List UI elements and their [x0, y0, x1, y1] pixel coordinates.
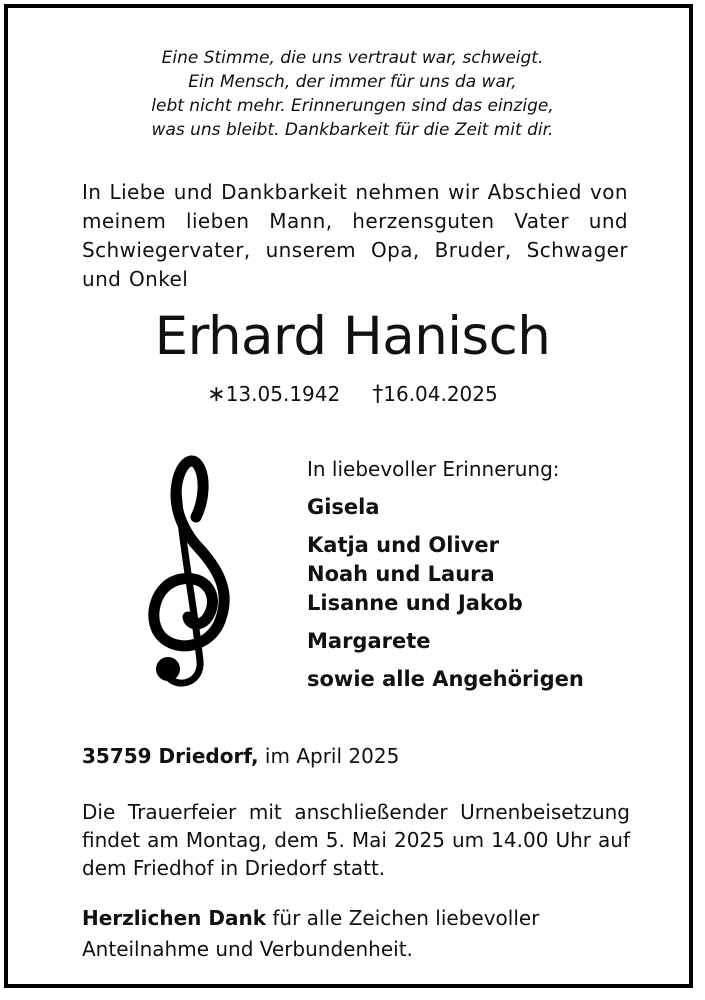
death-cross-icon: †	[372, 382, 384, 407]
family-member: sowie alle Angehörigen	[307, 667, 584, 691]
life-dates	[0, 380, 705, 409]
thanks-bold: Herzlichen Dank	[82, 906, 267, 930]
birth-date: 13.05.1942	[225, 382, 341, 406]
service-info: Die Trauerfeier mit anschließender Urnenbeisetzung findet am Montag, dem 5. Mai 2025 um 14.00 Uhr auf dem Friedhof in Driedorf statt.	[82, 800, 630, 880]
poem-line: lebt nicht mehr. Erinnerungen sind das einzige,	[151, 96, 554, 116]
family-member: Margarete	[307, 629, 431, 653]
poem-line: Ein Mensch, der immer für uns da war,	[188, 72, 517, 92]
poem-line: Eine Stimme, die uns vertraut war, schweigt.	[161, 48, 544, 68]
death-date: 16.04.2025	[383, 382, 498, 406]
family-member: Gisela	[307, 495, 380, 519]
family-lead: In liebevoller Erinnerung:	[307, 457, 560, 481]
poem-line: was uns bleibt. Dankbarkeit für die Zeit mit dir.	[151, 120, 554, 140]
family-member: Noah und Laura	[307, 562, 495, 586]
thanks-text	[82, 903, 642, 965]
family-list	[307, 455, 687, 694]
thanks-rest: für alle Zeichen liebevoller Anteilnahme und Verbundenheit.	[82, 906, 540, 961]
deceased-name: Erhard Hanisch	[154, 306, 551, 367]
family-member: Lisanne und Jakob	[307, 591, 523, 615]
place-month: im April 2025	[264, 744, 400, 768]
treble-clef-icon	[138, 455, 230, 690]
birth-star-icon: ∗	[207, 382, 226, 407]
poem	[40, 46, 665, 142]
intro-text: In Liebe und Dankbarkeit nehmen wir Abschied von meinem lieben Mann, herzensguten Vater und Schwiegervater, unserem Opa, Bruder, Schwager und Onkel	[82, 180, 628, 291]
place-location: 35759 Driedorf,	[82, 744, 259, 768]
place-date	[82, 742, 399, 770]
family-member: Katja und Oliver	[307, 533, 499, 557]
